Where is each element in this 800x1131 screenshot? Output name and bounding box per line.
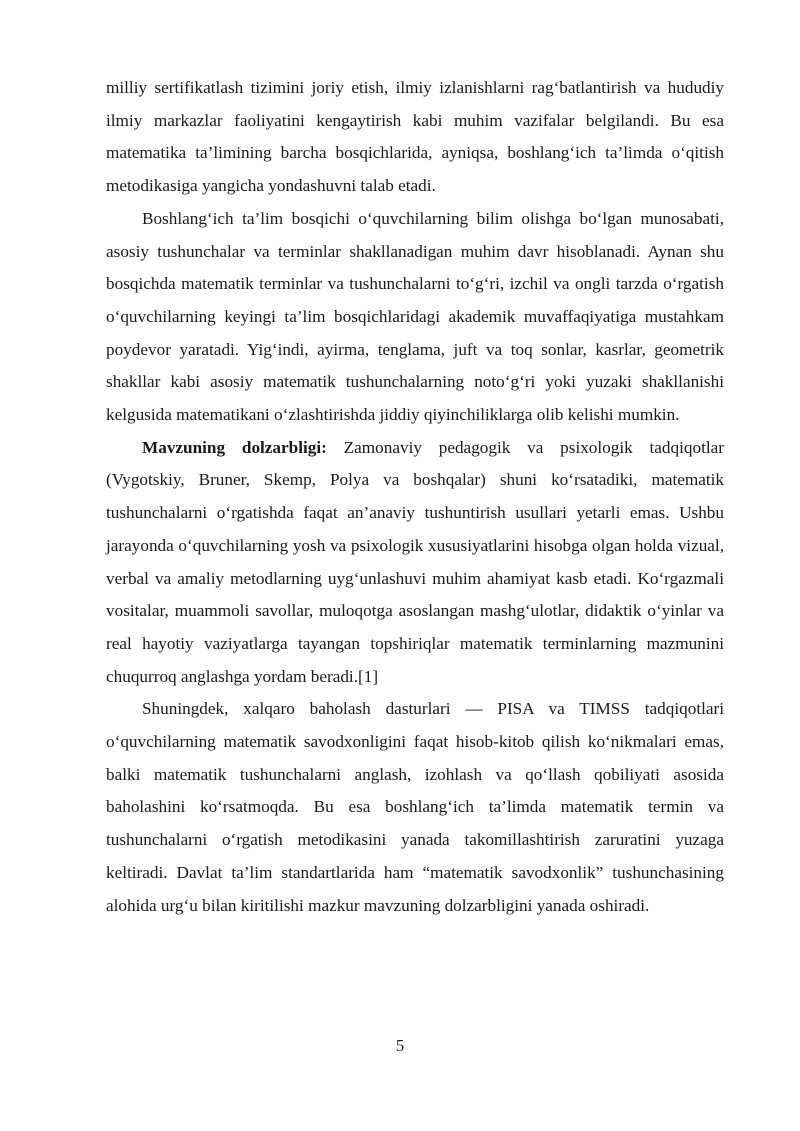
paragraph-international-assessment: Shuningdek, xalqaro baholash dasturlari — PISA va TIMSS tadqiqotlari o‘quvchilarning matematik savodxonligini faqat hisob-kitob qilish ko‘nikmalari emas, balki matematik tushunchalarni anglash, izohlash va qo‘llash qobiliyati asosida baholashini ko‘rsatmoqda. Bu esa boshlang‘ich ta’limda matematik termin va tushunchalarni o‘rgatish metodikasini yanada takomillashtirish zaruratini yuzaga keltiradi. Davlat ta’lim standartlarida ham “matematik savodxonlik” tushunchasining alohida urg‘u bilan kiritilishi mazkur mavzuning dolzarbligini yanada oshiradi.: [106, 699, 724, 915]
page-number: 5: [395, 1036, 405, 1055]
document-body: [106, 72, 724, 922]
paragraph-topic-relevance: [106, 432, 724, 694]
paragraph-continuation: milliy sertifikatlash tizimini joriy etish, ilmiy izlanishlarni rag‘batlantirish va hududiy ilmiy markazlar faoliyatini kengaytirish kabi muhim vazifalar belgilandi. Bu esa matematika ta’limining barcha bosqichlarida, ayniqsa, boshlang‘ich ta’limda o‘qitish metodikasiga yangicha yondashuvni talab etadi.: [106, 78, 724, 196]
section-lead-heading: Mavzuning dolzarbligi:: [142, 437, 327, 457]
paragraph-topic-relevance-text: Zamonaviy pedagogik va psixologik tadqiqotlar (Vygotskiy, Bruner, Skemp, Polya va boshqalar) shuni ko‘rsatadiki, matematik tushunchalarni o‘rgatishda faqat an’anaviy tushuntirish usullari yetarli emas. Ushbu jarayonda o‘quvchilarning yosh va psixologik xususiyatlarini hisobga olgan holda vizual, verbal va amaliy metodlarning uyg‘unlashuvi muhim ahamiyat kasb etadi. Ko‘rgazmali vositalar, muammoli savollar, muloqotga asoslangan mashg‘ulotlar, didaktik o‘yinlar va real hayotiy vaziyatlarga tayangan topshiriqlar matematik terminlarning mazmunini chuqurroq anglashga yordam beradi.[1]: [106, 437, 724, 686]
paragraph-primary-education: Boshlang‘ich ta’lim bosqichi o‘quvchilarning bilim olishga bo‘lgan munosabati, asosiy tushunchalar va terminlar shakllanadigan muhim davr hisoblanadi. Aynan shu bosqichda matematik terminlar va tushunchalarni to‘g‘ri, izchil va ongli tarzda o‘rgatish o‘quvchilarning keyingi ta’lim bosqichlaridagi akademik muvaffaqiyatiga mustahkam poydevor yaratadi. Yig‘indi, ayirma, tenglama, juft va toq sonlar, kasrlar, geometrik shakllar kabi asosiy matematik tushunchalarning noto‘g‘ri yoki yuzaki shakllanishi kelgusida matematikani o‘zlashtirishda jiddiy qiyinchiliklarga olib kelishi mumkin.: [106, 208, 724, 425]
